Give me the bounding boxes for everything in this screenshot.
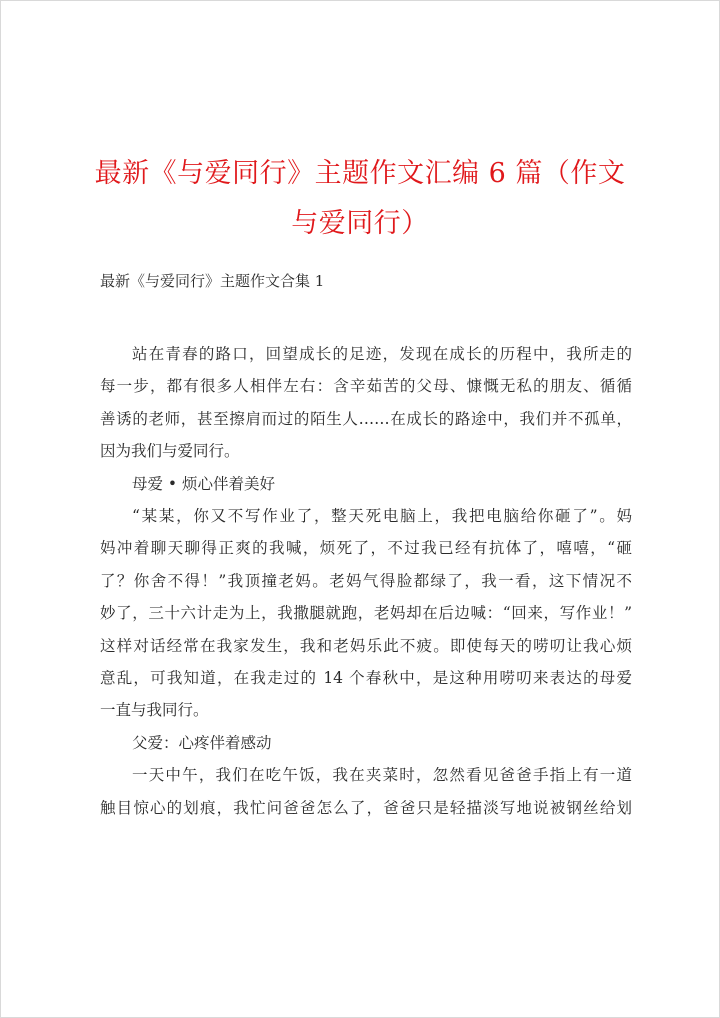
document-title	[61, 149, 659, 249]
body-line: 站在青春的路口，回望成长的足迹，发现在成长的历程中，我所走的	[132, 345, 632, 363]
body-line: 妙了，三十六计走为上，我撒腿就跑，老妈却在后边喊：“回来，写作业！”	[100, 604, 632, 623]
body-line: 了？你舍不得！”我顶撞老妈。老妈气得脸都绿了，我一看，这下情况不	[100, 571, 632, 590]
body-line: 触目惊心的划痕，我忙问爸爸怎么了，爸爸只是轻描淡写地说被钢丝给划	[100, 798, 632, 817]
body-line: 意乱，可我知道，在我走过的 14 个春秋中，是这种用唠叨来表达的母爱	[100, 669, 632, 688]
title-line-1: 最新《与爱同行》主题作文汇编 6 篇（作文	[94, 158, 626, 189]
body-line: 每一步，都有很多人相伴左右：含辛茹苦的父母、慷慨无私的朋友、循循	[100, 377, 632, 396]
body-line: “某某，你又不写作业了，整天死电脑上，我把电脑给你砸了”。妈	[132, 507, 632, 526]
body-line: 一天中午，我们在吃午饭，我在夹菜时，忽然看见爸爸手指上有一道	[132, 766, 632, 785]
body-line: 善诱的老师，甚至擦肩而过的陌生人……在成长的路途中，我们并不孤单，	[100, 409, 632, 428]
body-line: 因为我们与爱同行。	[100, 442, 240, 461]
section-heading-mother: 母爱 • 烦心伴着美好	[132, 474, 275, 493]
body-line: 妈冲着聊天聊得正爽的我喊，烦死了，不过我已经有抗体了，嘻嘻，“砸	[100, 539, 632, 558]
essay-body	[100, 338, 632, 824]
section-heading-father: 父爱：心疼伴着感动	[132, 733, 272, 752]
body-line: 这样对话经常在我家发生，我和老妈乐此不疲。即使每天的唠叨让我心烦	[100, 636, 632, 655]
section-subtitle: 最新《与爱同行》主题作文合集 1	[100, 272, 325, 290]
body-line: 一直与我同行。	[100, 701, 209, 720]
title-line-2: 与爱同行）	[291, 208, 429, 239]
